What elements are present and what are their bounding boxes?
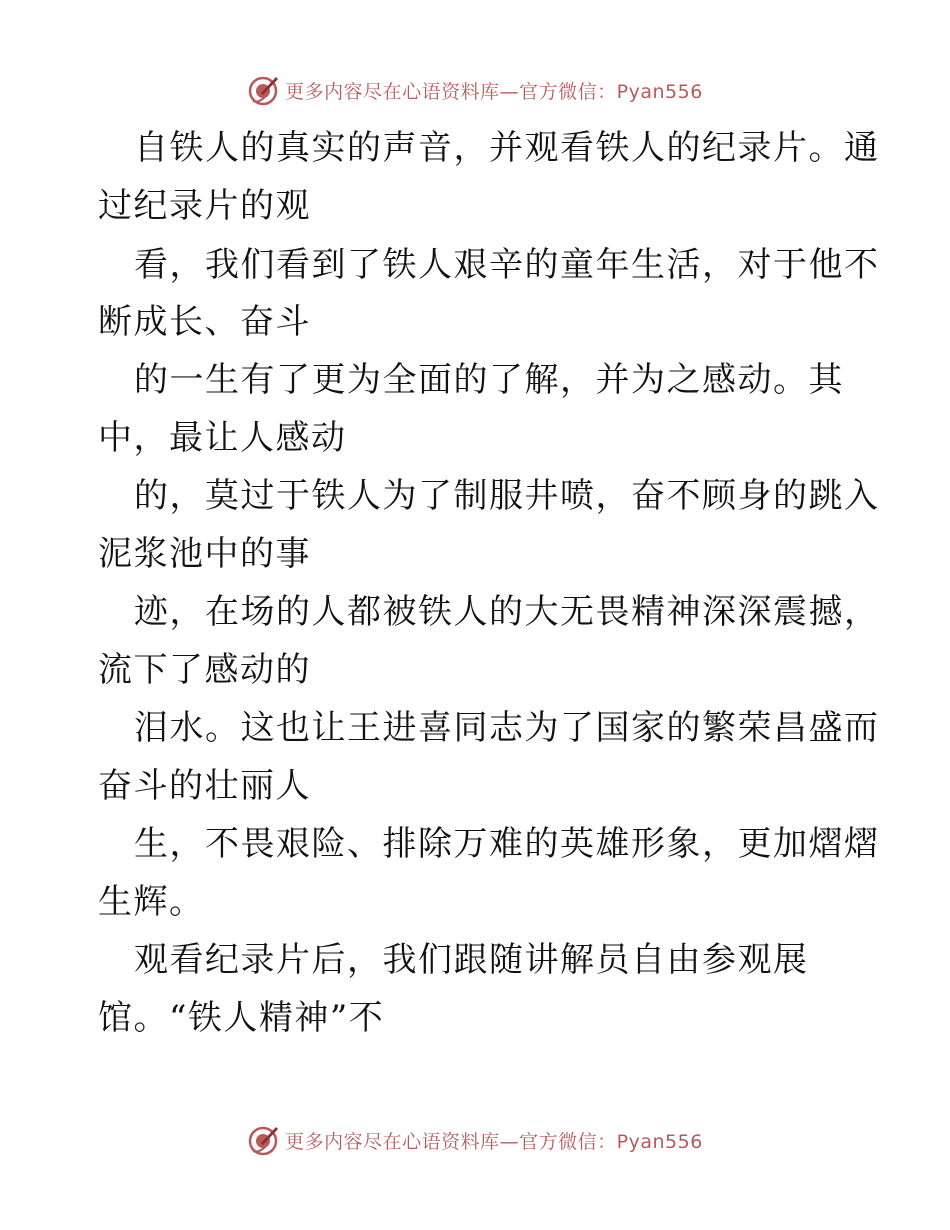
text-line: 奋斗的壮丽人 bbox=[98, 766, 311, 806]
text-line: 观看纪录片后，我们跟随讲解员自由参观展 bbox=[134, 940, 809, 980]
text-line: 生，不畏艰险、排除万难的英雄形象，更加熠熠 bbox=[134, 824, 880, 864]
text-line: 中，最让人感动 bbox=[98, 418, 347, 458]
text-line: 泪水。这也让王进喜同志为了国家的繁荣昌盛而 bbox=[134, 708, 880, 748]
text-line: 流下了感动的 bbox=[98, 650, 311, 690]
text-line: 的，莫过于铁人为了制服井喷，奋不顾身的跳入 bbox=[134, 476, 880, 516]
text-line: 的一生有了更为全面的了解，并为之感动。其 bbox=[134, 360, 844, 400]
brush-pen-logo-icon bbox=[247, 1123, 281, 1157]
footer-watermark bbox=[0, 1120, 950, 1160]
text-line: 断成长、奋斗 bbox=[98, 302, 311, 342]
text-line: 看，我们看到了铁人艰辛的童年生活，对于他不 bbox=[134, 245, 880, 285]
text-line: 馆。“铁人精神”不 bbox=[98, 998, 385, 1038]
watermark-text: 更多内容尽在心语资料库—官方微信：Pyan556 bbox=[285, 1130, 703, 1153]
text-line: 泥浆池中的事 bbox=[98, 534, 311, 574]
text-line: 自铁人的真实的声音，并观看铁人的纪录片。通 bbox=[134, 128, 880, 168]
text-line: 过纪录片的观 bbox=[98, 186, 311, 226]
text-line: 迹，在场的人都被铁人的大无畏精神深深震撼， bbox=[134, 592, 880, 632]
text-line: 生辉。 bbox=[98, 882, 205, 922]
watermark-text: 更多内容尽在心语资料库—官方微信：Pyan556 bbox=[285, 80, 703, 103]
